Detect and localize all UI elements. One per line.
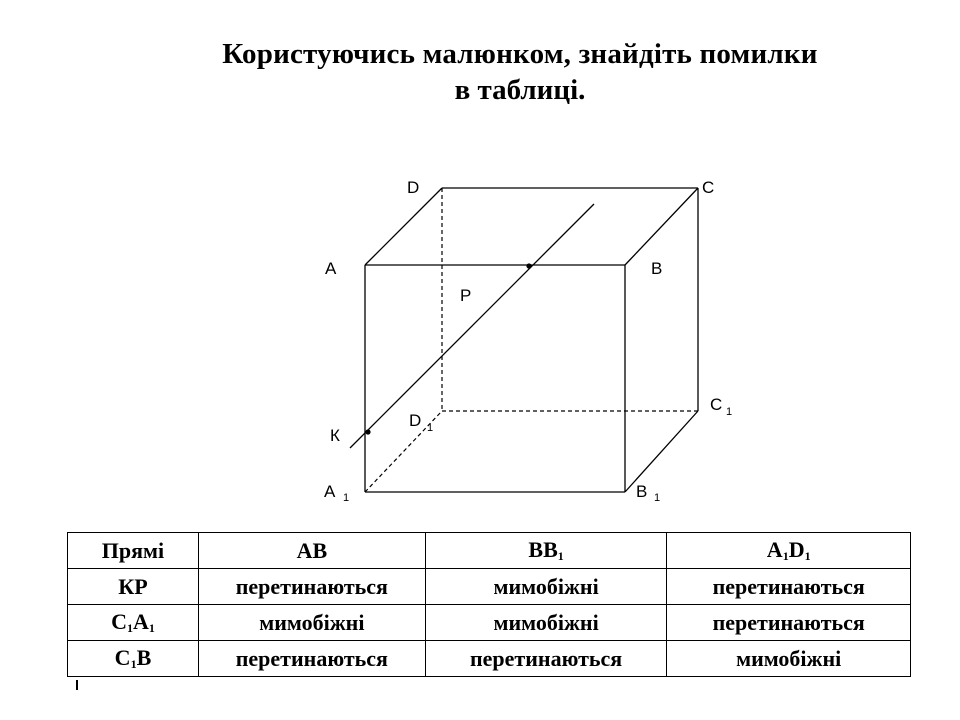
- label-A1-sub: 1: [343, 492, 350, 504]
- label-D1-sub: 1: [427, 422, 434, 434]
- header-BB1: $BB_1$: [425, 533, 667, 569]
- row-label-C1B: $C_1B$: [68, 641, 199, 677]
- table-cell: перетинаються: [198, 641, 425, 677]
- label-C: C: [702, 178, 715, 197]
- table-cell: перетинаються: [198, 569, 425, 605]
- point-on-AB: [526, 263, 531, 268]
- table-header-row: [68, 533, 911, 569]
- edge-AD: [365, 188, 442, 265]
- table-cell: перетинаються: [425, 641, 667, 677]
- label-A1: A: [324, 482, 336, 501]
- point-K: [365, 429, 370, 434]
- edge-BC: [625, 188, 698, 265]
- label-D1: D: [409, 411, 422, 430]
- text-cursor: [76, 680, 78, 690]
- table-cell: перетинаються: [667, 569, 911, 605]
- label-C1: C: [710, 395, 723, 414]
- label-B: B: [651, 259, 663, 278]
- table-row: [68, 641, 911, 677]
- label-P: P: [460, 286, 472, 305]
- title-line-2: в таблиці.: [454, 74, 586, 106]
- edge-B1C1: [625, 411, 698, 492]
- title-line-1: Користуючись малюнком, знайдіть помилки: [222, 38, 818, 70]
- row-label-C1A1: $C_1A_1$: [68, 605, 199, 641]
- table-cell: мимобіжні: [425, 605, 667, 641]
- header-A1D1: $A_1D_1$: [667, 533, 911, 569]
- label-B1-sub: 1: [654, 492, 661, 504]
- label-K: К: [330, 426, 340, 445]
- table-cell: мимобіжні: [425, 569, 667, 605]
- label-B1: B: [636, 482, 648, 501]
- table-row: [68, 605, 911, 641]
- table-row: [68, 569, 911, 605]
- label-C1-sub: 1: [726, 406, 733, 418]
- header-lines: Прямі: [68, 533, 199, 569]
- relations-table: [67, 532, 911, 677]
- table-cell: мимобіжні: [198, 605, 425, 641]
- header-AB: AB: [198, 533, 425, 569]
- row-label-KP: КР: [68, 569, 199, 605]
- table-cell: перетинаються: [667, 605, 911, 641]
- table-cell: мимобіжні: [667, 641, 911, 677]
- label-D: D: [407, 178, 420, 197]
- label-A: A: [325, 259, 337, 278]
